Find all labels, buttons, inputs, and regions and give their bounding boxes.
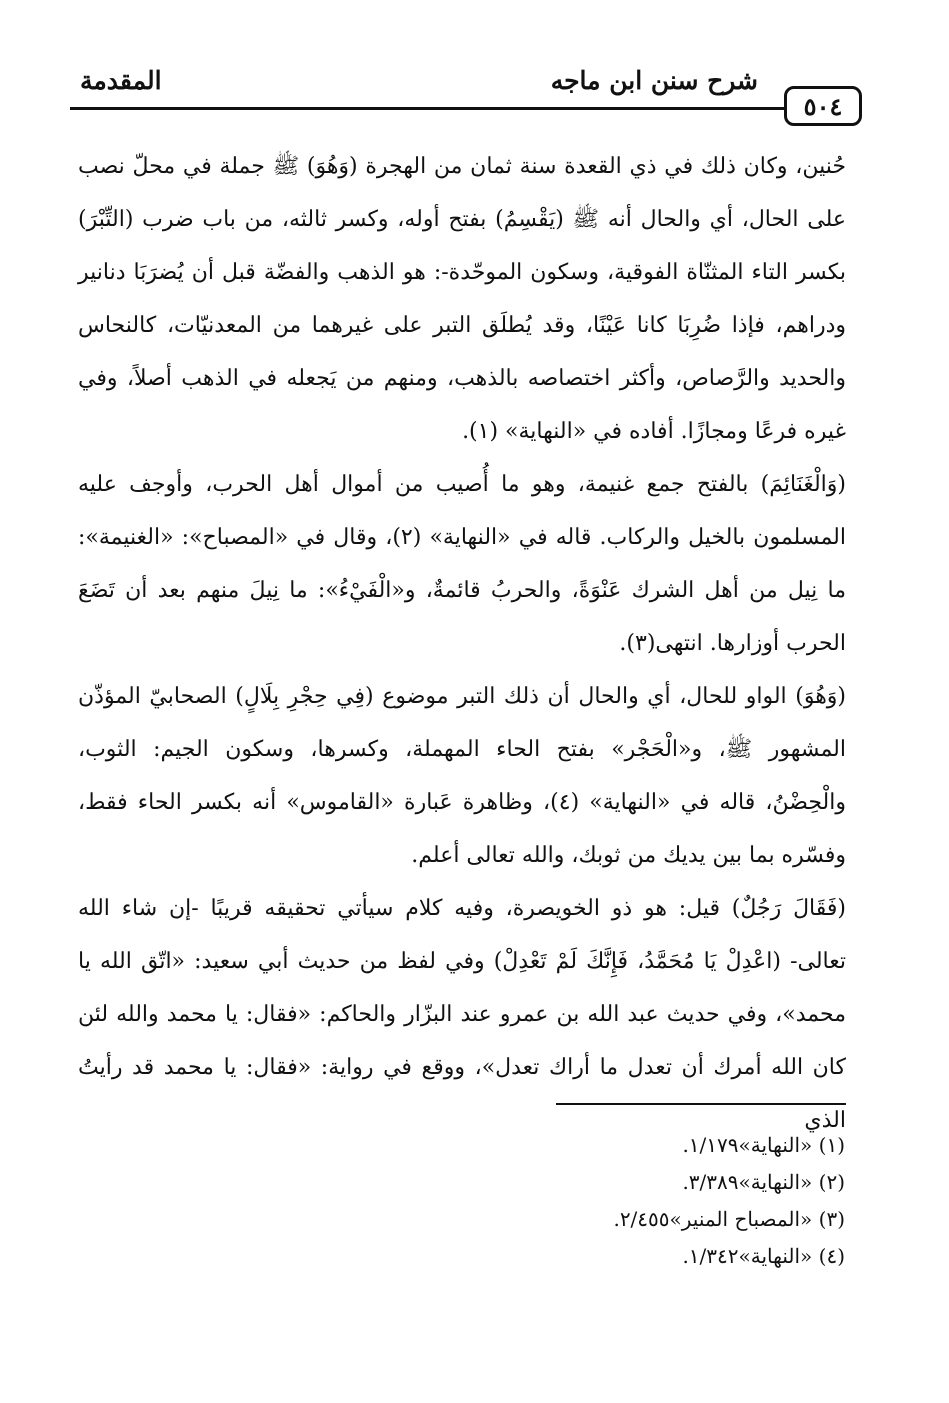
- paragraph: (فَقَالَ رَجُلٌ) قيل: هو ذو الخويصرة، وفيه كلام سيأتي تحقيقه قريبًا -إن شاء الله تعالى- (اعْدِلْ يَا مُحَمَّدُ، فَإِنَّكَ لَمْ تَعْدِلْ) وفي لفظ من حديث أبي سعيد: «اتّق الله يا محمد»، وفي حديث عبد الله بن عمرو عند البزّار والحاكم: «فقال: يا محمد والله لئن كان الله أمرك أن تعدل ما أراك تعدل»، ووقع في رواية: «فقال: يا محمد قد رأيتُ الذي: [78, 896, 846, 1133]
- page-header: [70, 62, 862, 132]
- paragraph: حُنين، وكان ذلك في ذي القعدة سنة ثمان من الهجرة (وَهُوَ) ﷺ جملة في محلّ نصب على الحال، أي والحال أنه ﷺ (يَقْسِمُ) بفتح أوله، وكسر ثالثه، من باب ضرب (التِّبْرَ) بكسر التاء المثنّاة الفوقية، وسكون الموحّدة-: هو الذهب والفضّة قبل أن يُضرَبَا دنانير ودراهم، فإذا ضُرِبَا كانا عَيْنًا، وقد يُطلَق التبر على غيرهما من المعدنيّات، كالنحاس والحديد والرَّصاص، وأكثر اختصاصه بالذهب، ومنهم من يَجعله في الذهب أصلاً، وفي غيره فرعًا ومجازًا. أفاده في «النهاية» (١).: [78, 154, 846, 444]
- book-title: شرح سنن ابن ماجه: [550, 66, 758, 95]
- page-number: ٥٠٤: [784, 86, 862, 126]
- footnote: (٣) «المصباح المنير»٢/٤٥٥.: [613, 1207, 845, 1231]
- main-text: [78, 140, 846, 1147]
- paragraph: (وَالْغَنَائِمَ) بالفتح جمع غنيمة، وهو ما أُصيب من أموال أهل الحرب، وأوجف عليه المسلمون بالخيل والركاب. قاله في «النهاية» (٢)، وقال في «المصباح»: «الغنيمة»: ما نِيل من أهل الشرك عَنْوَةً، والحربُ قائمةٌ، و«الْفَيْءُ»: ما نِيلَ منهم بعد أن تَضَعَ الحرب أوزارها. انتهى(٣).: [78, 472, 846, 656]
- header-rule: [70, 107, 784, 110]
- section-title: المقدمة: [80, 66, 162, 95]
- footnote: (١) «النهاية»١/١٧٩.: [682, 1133, 845, 1157]
- footnote: (٢) «النهاية»٣/٣٨٩.: [682, 1170, 845, 1194]
- footnote-separator: [556, 1103, 846, 1105]
- paragraph: (وَهُوَ) الواو للحال، أي والحال أن ذلك التبر موضوع (فِي حِجْرِ بِلَالٍ) الصحابيّ المؤذّن المشهور ﷺ، و«الْحَجْر» بفتح الحاء المهملة، وكسرها، وسكون الجيم: الثوب، والْحِضْنُ، قاله في «النهاية» (٤)، وظاهرة عَبارة «القاموس» أنه بكسر الحاء فقط، وفسّره بما بين يديك من ثوبك، والله تعالى أعلم.: [78, 684, 846, 868]
- footnote: (٤) «النهاية»١/٣٤٢.: [682, 1244, 845, 1268]
- footnotes: [465, 1127, 845, 1275]
